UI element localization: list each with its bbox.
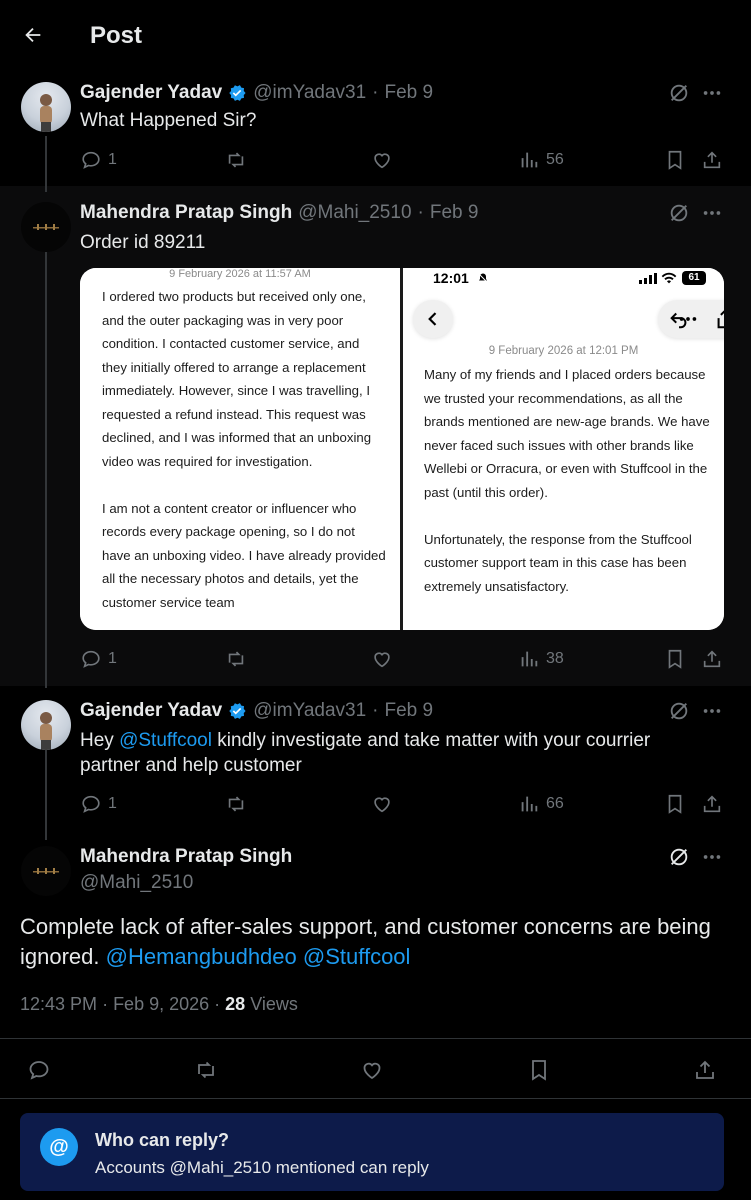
bookmark-icon [664,648,686,670]
grok-icon[interactable] [668,846,690,868]
tweet-actions [80,645,725,673]
at-sign-icon: @ [40,1128,78,1166]
grok-icon[interactable] [668,700,690,722]
text-segment: Hey [80,730,120,751]
bookmark-icon [664,793,686,815]
heart-icon [371,648,393,670]
note-text: Many of my friends and I placed orders because we trusted your recommendations, as all the brands mentioned are new-age brands. We have never faced such issues with other brands like Wellebi or Orracura, or even with Stuffcool in the past (until this order). Unfortunately, the response from the Stuffcool customer support team in this case has been extremely unsatisfactory. [424,367,710,594]
share-button[interactable] [701,146,723,174]
share-button[interactable] [693,1056,717,1084]
thread-connector [45,750,47,840]
divider [0,1038,751,1039]
like-button[interactable] [371,146,393,174]
mention-link[interactable]: @Hemangbudhdeo [105,944,297,969]
person-photo-icon [21,82,71,132]
like-button[interactable] [371,645,393,673]
handle[interactable]: @Mahi_2510 [80,872,194,893]
like-button[interactable] [360,1056,384,1084]
bookmark-button[interactable] [664,645,686,673]
share-icon [701,149,723,171]
separator-dot: · [372,700,379,721]
timestamp[interactable]: Feb 9 [429,202,479,223]
handle[interactable]: @Mahi_2510 [298,202,412,223]
handle[interactable]: @imYadav31 [253,700,367,721]
mention-link[interactable]: @Stuffcool [302,944,411,969]
back-pill[interactable] [413,300,453,338]
reply-icon [27,1058,51,1082]
bookmark-icon [664,149,686,171]
repost-button[interactable] [194,1056,218,1084]
handle[interactable]: @imYadav31 [253,82,367,103]
status-time: 12:01 [433,270,469,286]
share-icon [701,648,723,670]
back-button[interactable] [18,20,48,50]
repost-button[interactable] [225,146,247,174]
verified-badge-icon [227,83,247,103]
screenshot-image-left[interactable] [80,268,400,630]
logo-icon [31,866,61,876]
reply-restriction-subtitle: Accounts @Mahi_2510 mentioned can reply [95,1158,429,1177]
views-button[interactable] [518,146,564,174]
tweet-text: What Happened Sir? [80,110,257,131]
grok-icon[interactable] [668,82,690,104]
person-photo-icon [21,700,71,750]
divider [0,1098,751,1099]
tweet-text [80,728,700,778]
mention-link[interactable]: @Stuffcool [119,730,212,751]
thread-connector [45,136,47,192]
separator-dot: · [372,82,379,103]
avatar[interactable] [21,700,71,750]
more-pill[interactable] [665,300,711,338]
views-count: 56 [546,151,564,168]
grok-icon[interactable] [668,202,690,224]
repost-button[interactable] [225,790,247,818]
wifi-icon [661,272,677,284]
share-button[interactable] [701,645,723,673]
tweet-actions [80,146,725,174]
tweet-header [80,700,433,722]
logo-icon [31,222,61,232]
more-options-icon[interactable] [701,202,723,224]
share-icon [701,793,723,815]
post-time[interactable]: 12:43 PM [20,994,98,1014]
reply-count: 1 [108,151,117,168]
reply-icon [80,149,102,171]
reply-button[interactable] [27,1056,51,1084]
note-text: I ordered two products but received only one, and the outer packaging was in very poor condition. I contacted customer service, and they initially offered to arrange a replacement immediately. However, since I was travelling, I requested a refund instead. This request was declined, and I was informed that an unboxing video was required for investigation. I am not a content creator or influencer who records every package opening, so I do not have an unboxing video. I have already provided all the necessary photos and details, yet the customer service team [102,289,386,610]
page-title: Post [90,22,143,49]
text-segment: Complete lack of after-sales support, and customer concerns are being ignored. [20,914,711,969]
tweet-header [80,202,478,224]
avatar[interactable] [21,202,71,252]
more-horizontal-icon [677,308,699,330]
avatar[interactable] [21,846,71,896]
views-count: 66 [546,795,564,812]
bookmark-button[interactable] [527,1056,551,1084]
separator-dot: · [214,994,226,1014]
repost-icon [194,1058,218,1082]
reply-button[interactable] [80,146,117,174]
tweet-media[interactable] [80,268,724,630]
top-bar [0,0,751,70]
repost-icon [225,149,247,171]
repost-icon [225,648,247,670]
share-button[interactable] [701,790,723,818]
analytics-icon [518,648,540,670]
bookmark-icon [527,1058,551,1082]
like-button[interactable] [371,790,393,818]
heart-icon [371,149,393,171]
arrow-left-icon [22,24,44,46]
reply-count: 1 [108,795,117,812]
reply-restriction-banner [20,1113,724,1191]
post-date[interactable]: Feb 9, 2026 [113,994,210,1014]
views-button[interactable] [518,790,564,818]
signal-icon [639,273,657,284]
heart-icon [371,793,393,815]
tweet-actions [80,790,725,818]
more-options-icon[interactable] [701,82,723,104]
share-icon [693,1058,717,1082]
tweet-text: Order id 89211 [80,232,206,253]
note-timestamp: 9 February 2026 at 12:01 PM [488,345,639,357]
heart-icon [360,1058,384,1082]
tweet-header [80,82,433,104]
share-icon[interactable] [714,308,724,330]
reply-icon [80,648,102,670]
display-name[interactable]: Mahendra Pratap Singh [80,846,293,867]
views-count[interactable]: 28 [225,994,246,1014]
timestamp[interactable]: Feb 9 [384,700,434,721]
separator-dot: · [102,994,114,1014]
display-name[interactable]: Gajender Yadav [80,82,223,103]
analytics-icon [518,149,540,171]
views-count: 38 [546,650,564,667]
more-options-icon[interactable] [701,700,723,722]
repost-icon [225,793,247,815]
thread-connector [45,252,47,688]
reply-icon [80,793,102,815]
display-name[interactable]: Gajender Yadav [80,700,223,721]
bookmark-button[interactable] [664,146,686,174]
verified-badge-icon [227,701,247,721]
reply-restriction-title: Who can reply? [95,1130,230,1150]
battery-indicator: 61 [682,271,706,285]
avatar[interactable] [21,82,71,132]
timestamp[interactable]: Feb 9 [384,82,434,103]
more-options-icon[interactable] [701,846,723,868]
views-button[interactable] [518,645,564,673]
text-segment: kindly investigate and take matter with your courrier partner and help customer [80,730,651,776]
analytics-icon [518,793,540,815]
views-label: Views [250,994,298,1014]
reply-count: 1 [108,650,117,667]
bookmark-button[interactable] [664,790,686,818]
reply-button[interactable] [80,790,117,818]
chevron-left-icon [423,309,443,329]
post-metadata [20,994,298,1015]
separator-dot: · [417,202,424,223]
post-actions [0,1056,751,1084]
display-name[interactable]: Mahendra Pratap Singh [80,202,293,223]
post-text [20,912,740,972]
bell-muted-icon [477,272,489,284]
phone-status-bar [403,268,724,290]
repost-button[interactable] [225,645,247,673]
reply-button[interactable] [80,645,117,673]
note-timestamp: 9 February 2026 at 11:57 AM [169,268,311,280]
